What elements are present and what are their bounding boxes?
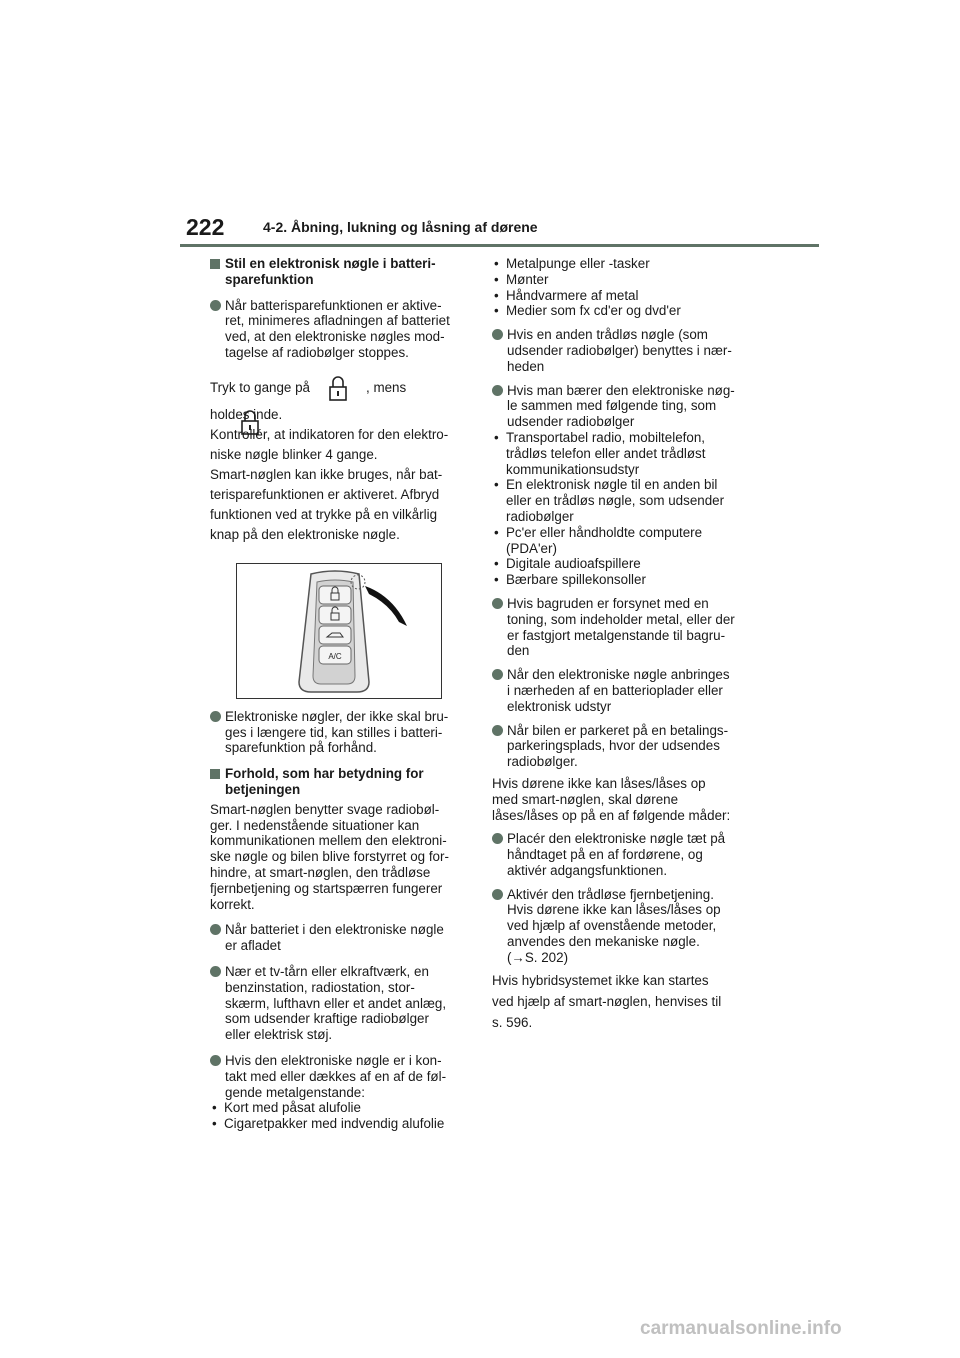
bullet-long-storage: Elektroniske nøgler, der ikke skal bru- ges i længere tid, kan stilles i batteri- sparefunktion på forhånd. (210, 709, 472, 756)
bullet-place-key-near-handle: Placér den elektroniske nøgle tæt på håndtaget på en af fordørene, og aktivér adgangsfunktionen. (492, 831, 762, 878)
battery-save-description: holdes inde. Kontrollér, at indikatoren for den elektro- niske nøgle blinker 4 gange. Smart-nøglen kan ikke bruges, når bat- terisparefunktionen er aktiveret. Afbryd funktionen ved at trykke på en vilkårlig knap på den elektroniske nøgle. (210, 406, 449, 542)
sub-item: • Mønter (494, 271, 549, 287)
hybrid-start-note: Hvis hybridsystemet ikke kan startes ved hjælp af smart-nøglen, henvises til s. 596. (492, 972, 722, 1030)
left-column (210, 256, 472, 1132)
watermark: carmanualsonline.info (640, 1318, 842, 1339)
heading-square-icon (210, 769, 220, 779)
sub-item: • Metalpunge eller -tasker (494, 256, 650, 271)
sub-item: • Pc'er eller håndholdte computere (PDA'er) (494, 524, 703, 556)
right-column (492, 256, 762, 1033)
bullet-dot-icon (210, 1055, 221, 1066)
page-header (0, 200, 960, 250)
press-instruction: Tryk to gange på , mens (210, 371, 472, 405)
heading-operating-conditions: Forhold, som har betydning for betjeningen (210, 766, 472, 798)
bullet-dot-icon (210, 300, 221, 311)
sub-item: • Bærbare spillekonsoller (494, 572, 646, 588)
bullet-dot-icon (492, 329, 503, 340)
page-reference-link[interactable]: (→S. 202) (507, 949, 569, 965)
bullet-metal-objects: Hvis den elektroniske nøgle er i kon- takt med eller dækkes af en af de føl- gende metalgenstande: (210, 1053, 472, 1100)
bullet-dot-icon (492, 385, 503, 396)
sub-item: • Cigaretpakker med indvendig alufolie (212, 1116, 445, 1132)
bullet-other-wireless-key: Hvis en anden trådløs nøgle (som udsender radiobølger) benyttes i nær- heden (492, 327, 762, 374)
bullet-dot-icon (210, 966, 221, 977)
bullet-dot-icon (210, 924, 221, 935)
page-number: 222 (186, 214, 225, 240)
sub-item: • Håndvarmere af metal (494, 287, 639, 303)
sub-item: • Digitale audioafspillere (494, 556, 641, 572)
ac-button-label: A/C (328, 651, 342, 661)
header-rule (180, 244, 819, 247)
unlock-alternatives-intro: Hvis dørene ikke kan låses/låses op med smart-nøglen, skal dørene låses/låses op på en af følgende måder: (492, 775, 731, 823)
bullet-dot-icon (210, 711, 221, 722)
bullet-dot-icon (492, 725, 503, 736)
bullet-tinted-window: Hvis bagruden er forsynet med en toning, som indeholder metal, eller der er fastgjort metalgenstande til bagru- den (492, 596, 762, 659)
sub-item: • Medier som fx cd'er og dvd'er (494, 303, 681, 319)
heading-battery-save: Stil en elektronisk nøgle i batteri- sparefunktion (210, 256, 472, 288)
bullet-dot-icon (492, 669, 503, 680)
sub-item: • En elektronisk nøgle til en anden bil eller en trådløs nøgle, som udsender radiobølger (494, 477, 725, 524)
section-title: 4-2. Åbning, lukning og låsning af dørene (263, 219, 538, 235)
key-illustration (236, 563, 442, 699)
heading-square-icon (210, 259, 220, 269)
bullet-dot-icon (492, 833, 503, 844)
sub-item: • Transportabel radio, mobiltelefon, trådløs telefon eller andet trådløst kommunikationsudstyr (494, 429, 706, 477)
bullet-paid-parking: Når bilen er parkeret på en betalings- parkeringsplads, hvor der udsendes radiobølger. (492, 723, 762, 770)
bullet-battery-save-info: Når batterisparefunktionen er aktive- ret, minimeres afladningen af batteriet ved, at den elektroniske nøgles mod- tagelse af radiobølger stoppes. (210, 298, 472, 361)
sub-item: • Kort med påsat alufolie (212, 1100, 361, 1116)
bullet-near-tv-tower: Nær et tv-tårn eller elkraftværk, en benzinstation, radiostation, stor- skærm, lufthavn eller et andet anlæg, som udsender kraftige radiobølger eller elektrisk støj. (210, 964, 472, 1043)
lock-button-icon (326, 373, 350, 403)
bullet-wireless-remote: Aktivér den trådløse fjernbetjening. Hvis dørene ikke kan låses/låses op ved hjælp af ovenstående metoder, anvendes den mekaniske nøgle. (→S. 202) (492, 887, 762, 966)
bullet-carried-items: Hvis man bærer den elektroniske nøg- le sammen med følgende ting, som udsender radiobølger (492, 383, 762, 430)
bullet-dot-icon (492, 598, 503, 609)
bullet-dot-icon (492, 889, 503, 900)
radio-wave-intro: Smart-nøglen benytter svage radiobøl- ger. I nedenstående situationer kan kommunikationen mellem den elektroni- ske nøgle og bilen blive forstyrret og for- hindre, at smart-nøglen, den trådløse fjernbetjening og startspærren fungerer korrekt. (210, 801, 449, 912)
bullet-near-charger: Når den elektroniske nøgle anbringes i nærheden af en batterioplader eller elektronisk udstyr (492, 667, 762, 714)
bullet-battery-dead: Når batteriet i den elektroniske nøgle er afladet (210, 922, 472, 954)
